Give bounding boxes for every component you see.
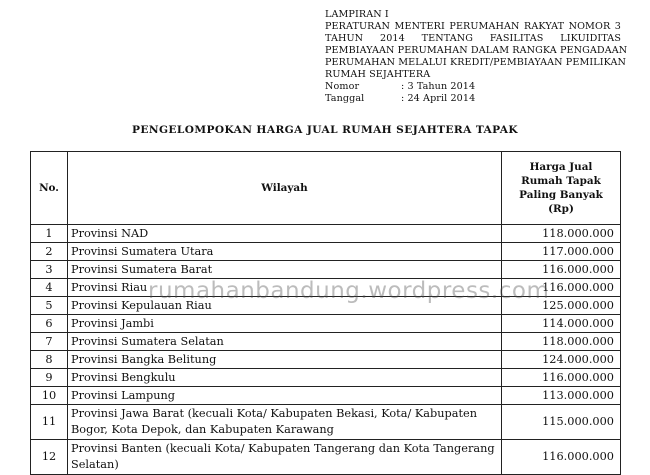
table-row bbox=[31, 387, 621, 405]
nomor-value: : 3 Tahun 2014 bbox=[401, 81, 476, 92]
header-harga-line-4: (Rp) bbox=[548, 203, 574, 215]
regulation-line-4: PERUMAHAN MELALUI KREDIT/PEMBIAYAAN PEMILIKAN bbox=[325, 57, 627, 68]
row-no: 5 bbox=[31, 297, 68, 315]
row-wilayah: Provinsi Banten (kecuali Kota/ Kabupaten Tangerang dan Kota Tangerang Selatan) bbox=[68, 440, 502, 475]
tanggal-value: : 24 April 2014 bbox=[401, 93, 476, 104]
header-wilayah: Wilayah bbox=[68, 152, 502, 225]
row-harga: 116.000.000 bbox=[502, 279, 621, 297]
regulation-line-3: PEMBIAYAAN PERUMAHAN DALAM RANGKA PENGADAAN bbox=[325, 45, 628, 56]
row-harga: 116.000.000 bbox=[502, 369, 621, 387]
row-no: 6 bbox=[31, 315, 68, 333]
row-harga: 125.000.000 bbox=[502, 297, 621, 315]
row-harga: 124.000.000 bbox=[502, 351, 621, 369]
row-harga: 117.000.000 bbox=[502, 243, 621, 261]
table-row bbox=[31, 351, 621, 369]
watermark-text: rumahanbandung.wordpress.com bbox=[148, 278, 550, 304]
price-table bbox=[30, 151, 621, 475]
row-wilayah: Provinsi Kepulauan Riau bbox=[68, 297, 502, 315]
table-row bbox=[31, 261, 621, 279]
row-wilayah: Provinsi Lampung bbox=[68, 387, 502, 405]
nomor-row bbox=[325, 81, 621, 93]
table-row bbox=[31, 315, 621, 333]
table-row bbox=[31, 440, 621, 475]
regulation-line-5: RUMAH SEJAHTERA bbox=[325, 69, 431, 80]
header-harga bbox=[502, 152, 621, 225]
row-harga: 116.000.000 bbox=[502, 440, 621, 475]
row-no: 2 bbox=[31, 243, 68, 261]
nomor-label: Nomor bbox=[325, 81, 360, 92]
table-header-row bbox=[31, 152, 621, 225]
row-wilayah: Provinsi Jambi bbox=[68, 315, 502, 333]
row-wilayah: Provinsi Riau bbox=[68, 279, 502, 297]
row-wilayah: Provinsi Bangka Belitung bbox=[68, 351, 502, 369]
table-row bbox=[31, 405, 621, 440]
header-harga-line-1: Harga Jual bbox=[529, 161, 593, 173]
row-wilayah: Provinsi Jawa Barat (kecuali Kota/ Kabupaten Bekasi, Kota/ Kabupaten Bogor, Kota Depok, dan Kabupaten Karawang bbox=[68, 405, 502, 440]
row-harga: 113.000.000 bbox=[502, 387, 621, 405]
regulation-line-1: PERATURAN MENTERI PERUMAHAN RAKYAT NOMOR 3 bbox=[325, 21, 621, 32]
table-row bbox=[31, 243, 621, 261]
row-harga: 118.000.000 bbox=[502, 333, 621, 351]
document-title: PENGELOMPOKAN HARGA JUAL RUMAH SEJAHTERA TAPAK bbox=[132, 124, 518, 136]
row-wilayah: Provinsi Sumatera Barat bbox=[68, 261, 502, 279]
table-row bbox=[31, 369, 621, 387]
lampiran-label: LAMPIRAN I bbox=[325, 9, 389, 20]
row-wilayah: Provinsi Bengkulu bbox=[68, 369, 502, 387]
row-harga: 115.000.000 bbox=[502, 405, 621, 440]
row-no: 10 bbox=[31, 387, 68, 405]
table-row bbox=[31, 279, 621, 297]
row-no: 4 bbox=[31, 279, 68, 297]
regulation-line-2: TAHUN 2014 TENTANG FASILITAS LIKUIDITAS bbox=[325, 33, 621, 44]
row-no: 9 bbox=[31, 369, 68, 387]
tanggal-row bbox=[325, 93, 621, 105]
row-no: 3 bbox=[31, 261, 68, 279]
row-wilayah: Provinsi Sumatera Selatan bbox=[68, 333, 502, 351]
row-wilayah: Provinsi Sumatera Utara bbox=[68, 243, 502, 261]
lampiran-header bbox=[325, 9, 628, 105]
row-no: 8 bbox=[31, 351, 68, 369]
row-no: 7 bbox=[31, 333, 68, 351]
row-wilayah: Provinsi NAD bbox=[68, 225, 502, 243]
row-no: 1 bbox=[31, 225, 68, 243]
table-row bbox=[31, 333, 621, 351]
tanggal-label: Tanggal bbox=[325, 93, 365, 104]
row-no: 12 bbox=[31, 440, 68, 475]
header-harga-line-3: Paling Banyak bbox=[519, 189, 603, 201]
row-harga: 116.000.000 bbox=[502, 261, 621, 279]
row-harga: 114.000.000 bbox=[502, 315, 621, 333]
table-row bbox=[31, 297, 621, 315]
header-harga-line-2: Rumah Tapak bbox=[521, 175, 601, 187]
header-no: No. bbox=[31, 152, 68, 225]
row-no: 11 bbox=[31, 405, 68, 440]
row-harga: 118.000.000 bbox=[502, 225, 621, 243]
table-row bbox=[31, 225, 621, 243]
